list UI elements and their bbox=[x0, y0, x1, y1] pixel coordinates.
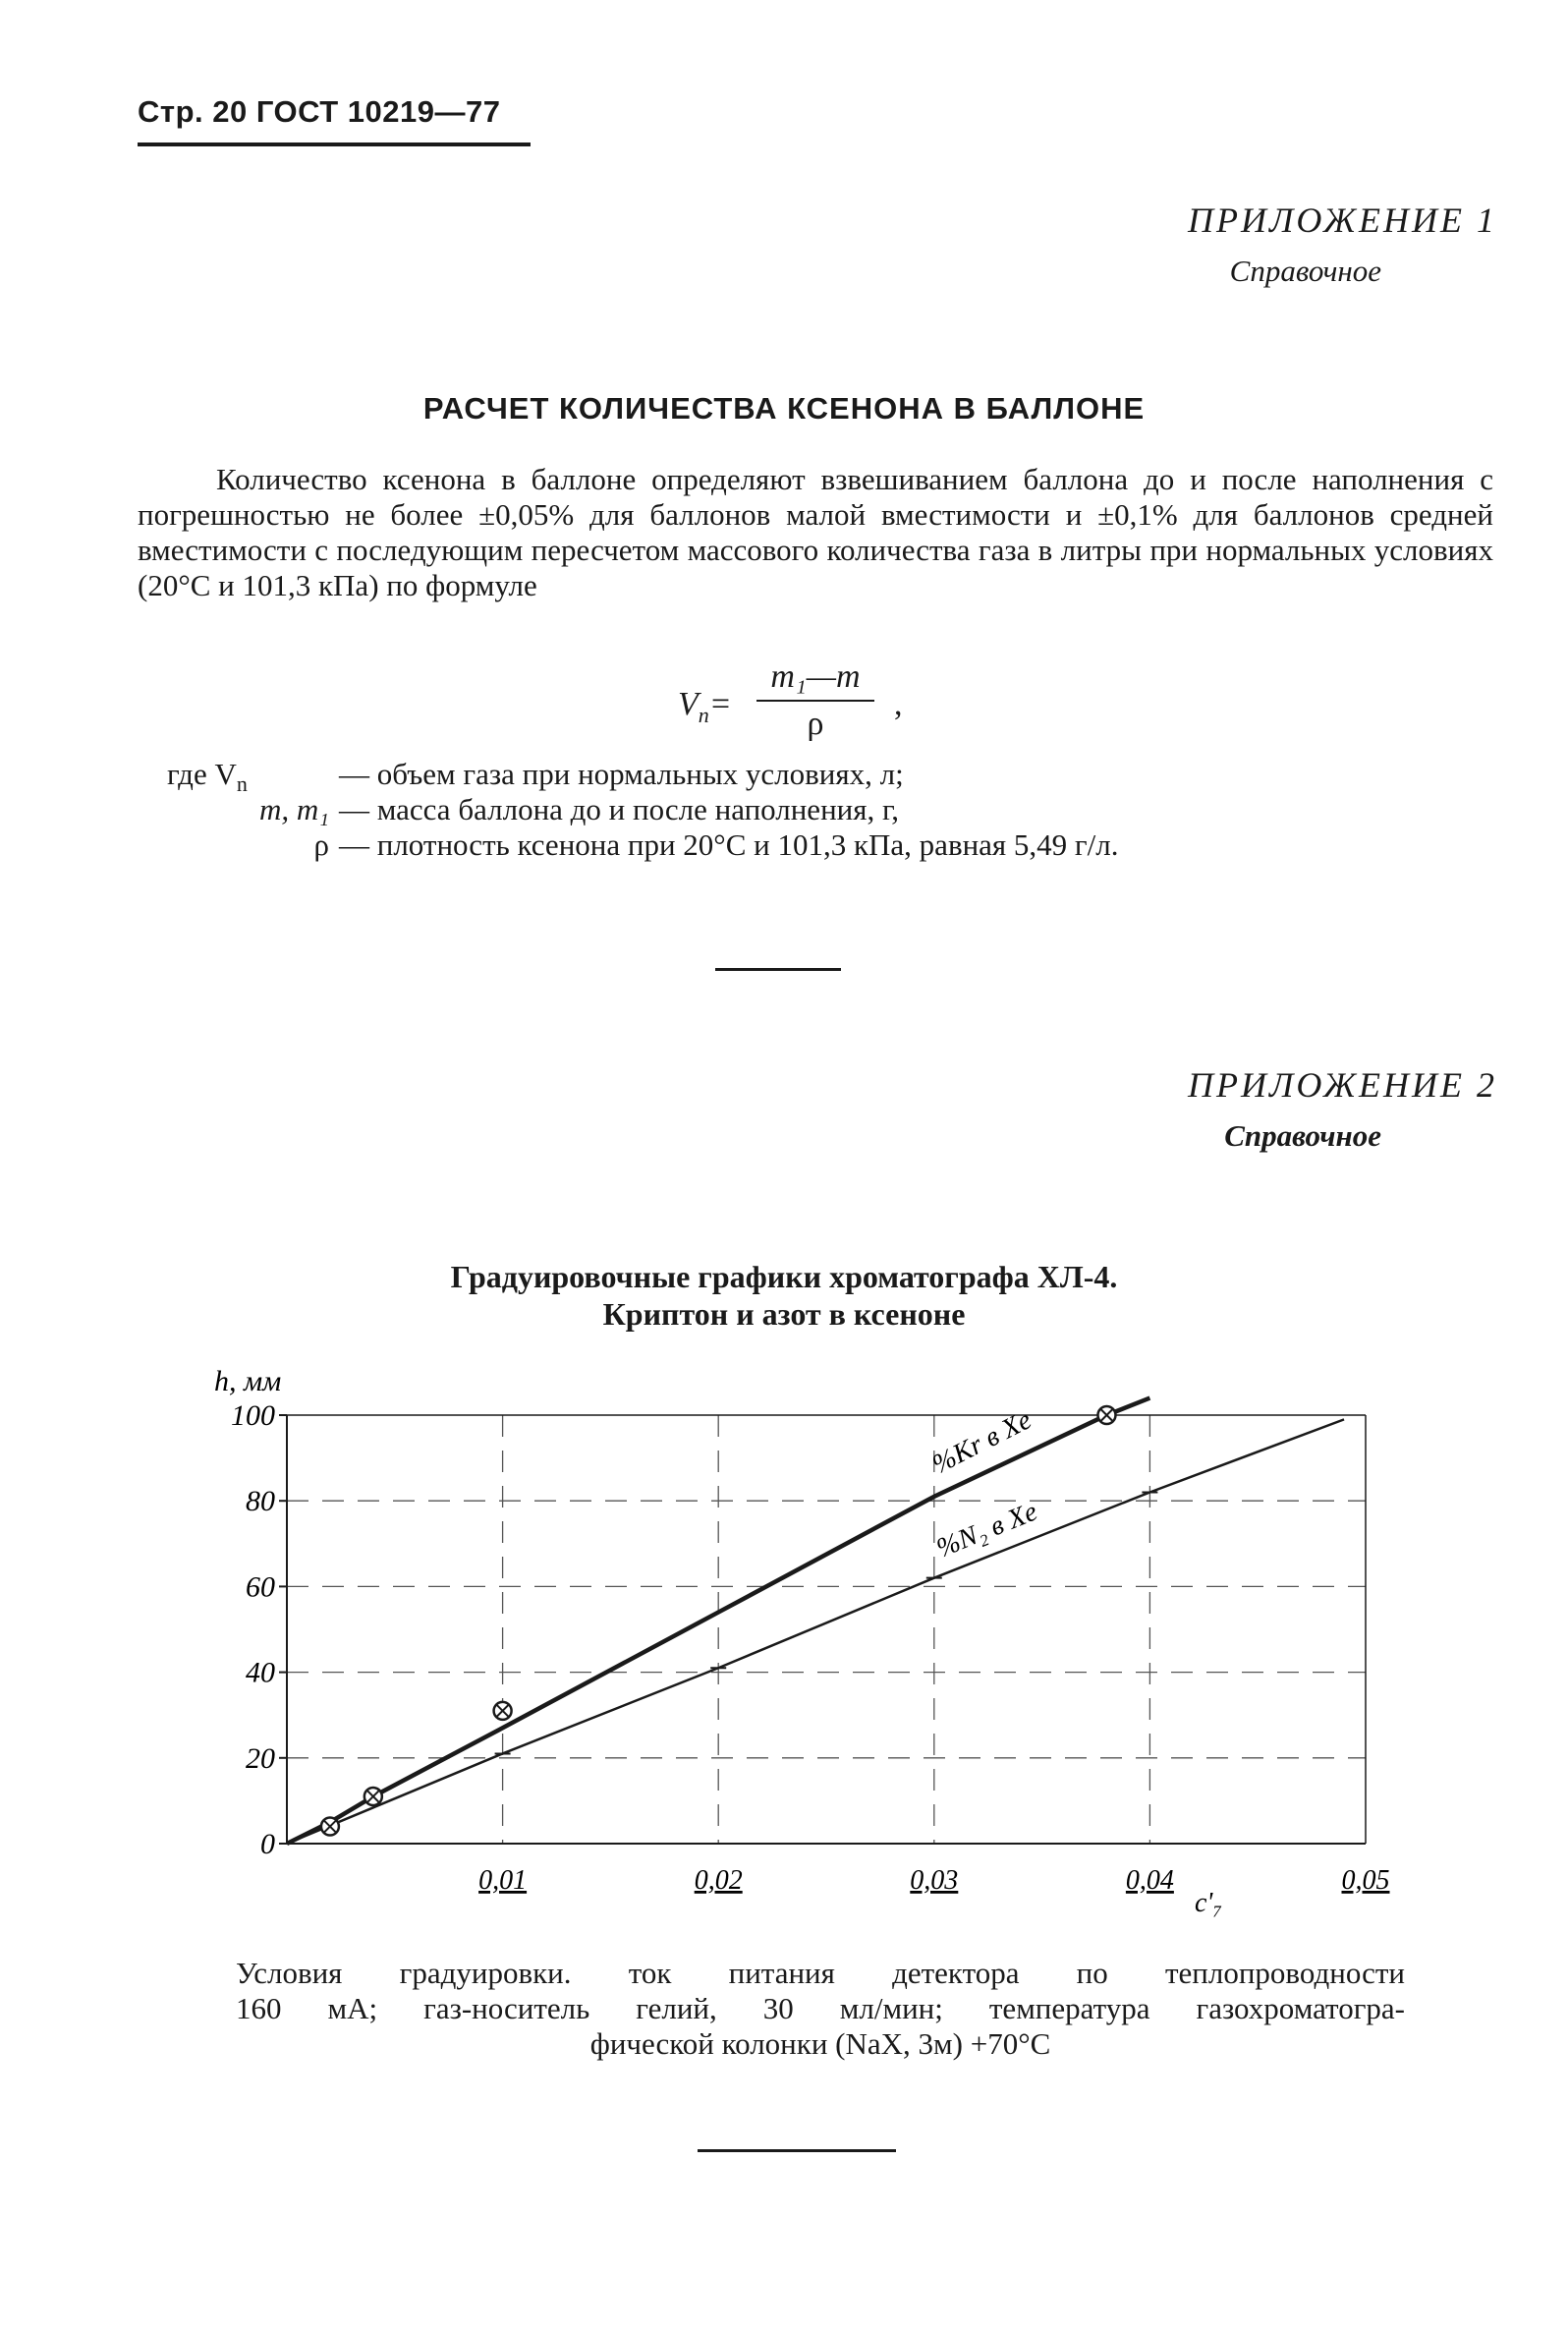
appendix1-title: ПРИЛОЖЕНИЕ 1 bbox=[1188, 200, 1497, 240]
series-label-kr: %Kr в Xe bbox=[927, 1404, 1036, 1481]
appendix2-title: ПРИЛОЖЕНИЕ 2 bbox=[1188, 1065, 1497, 1105]
formula-numerator: m₁—m bbox=[770, 658, 861, 695]
page-header: Стр. 20 ГОСТ 10219—77 bbox=[138, 94, 501, 129]
x-tick-label: 0,01 bbox=[478, 1865, 528, 1896]
data-marker bbox=[321, 1818, 339, 1836]
formula-comma: , bbox=[894, 686, 903, 722]
formula bbox=[678, 658, 992, 747]
appendix1-subtitle: Справочное bbox=[1229, 254, 1381, 288]
data-marker bbox=[364, 1788, 382, 1805]
formula-lhs: $V_n=$ bbox=[678, 686, 732, 727]
chart-title-line1: Градуировочные графики хроматографа ХЛ-4. bbox=[450, 1259, 1118, 1294]
y-tick-label: 0 bbox=[260, 1828, 275, 1860]
data-marker bbox=[494, 1702, 512, 1720]
definition-row-2: m, m₁ — масса баллона до и после наполнения, г, bbox=[258, 792, 899, 826]
conditions-line-3: фической колонки (NaX, 3м) +70°С bbox=[589, 2026, 1051, 2061]
header-rule bbox=[138, 142, 531, 146]
calibration-chart bbox=[0, 1356, 1568, 1936]
separator-2 bbox=[698, 2149, 896, 2152]
y-axis-label: h, мм bbox=[214, 1365, 282, 1397]
y-tick-label: 20 bbox=[246, 1741, 275, 1775]
y-tick-label: 60 bbox=[246, 1570, 275, 1604]
fraction-bar bbox=[756, 700, 874, 702]
formula-denominator: ρ bbox=[807, 706, 824, 742]
separator-1 bbox=[715, 968, 841, 971]
chart-title-line2: Криптон и азот в ксеноне bbox=[602, 1296, 966, 1332]
data-marker bbox=[1097, 1406, 1115, 1424]
y-tick-label: 80 bbox=[246, 1485, 275, 1518]
definition-row-3: ρ — плотность ксенона при 20°С и 101,3 кПа, равная 5,49 г/л. bbox=[313, 827, 1119, 862]
x-tick-label: 0,04 bbox=[1125, 1865, 1174, 1896]
x-tick-label: 0,03 bbox=[910, 1865, 959, 1896]
calibration-conditions bbox=[236, 1956, 1405, 2062]
appendix2-subtitle: Справочное bbox=[1224, 1118, 1381, 1153]
series-label-n2: %N₂ в Xe bbox=[932, 1496, 1042, 1565]
x-tick-label: 0,05 bbox=[1341, 1865, 1390, 1896]
appendix1-paragraph: Количество ксенона в баллоне определяют взвешиванием баллона до и после наполнения с погрешностью не более ±0,05% для баллонов малой вместимости и ±0,1% для баллонов средней вместимости с последующим пересчетом массового количества газа в литры при нормальных условиях (20°С и 101,3 кПа) по формуле bbox=[138, 462, 1493, 602]
series-line-n2 bbox=[287, 1419, 1344, 1844]
x-tick-label: 0,02 bbox=[694, 1865, 743, 1896]
y-tick-label: 40 bbox=[246, 1656, 275, 1689]
appendix1-heading: РАСЧЕТ КОЛИЧЕСТВА КСЕНОНА В БАЛЛОНЕ bbox=[422, 391, 1146, 426]
conditions-line-1: Условия градуировки. ток питания детектора по теплопроводности bbox=[236, 1956, 1405, 1990]
conditions-line-2: 160 мА; газ-носитель гелий, 30 мл/мин; температура газохроматогра- bbox=[236, 1991, 1405, 2025]
y-tick-label: 100 bbox=[231, 1399, 275, 1432]
definition-row-1: где $V_n$ — объем газа при нормальных условиях, л; bbox=[167, 757, 904, 797]
x-axis-label: c'₇ bbox=[1195, 1888, 1223, 1918]
